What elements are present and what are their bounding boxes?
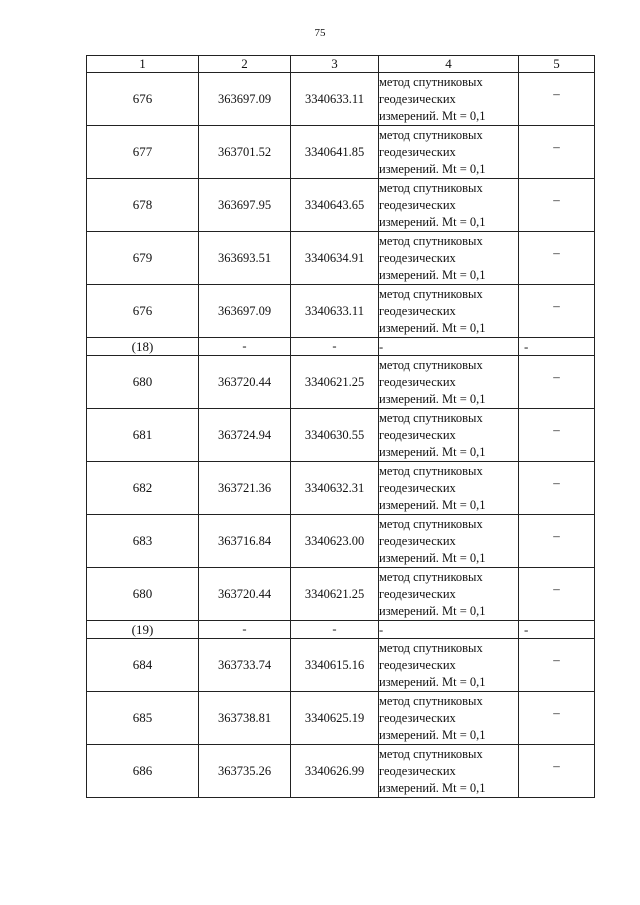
method-cell <box>379 73 519 126</box>
point-number-cell: 676 <box>87 285 199 338</box>
x-coordinate-cell: 363733.74 <box>199 639 291 692</box>
y-coordinate-cell: 3340621.25 <box>291 568 379 621</box>
method-cell <box>379 692 519 745</box>
point-number-cell: (18) <box>87 338 199 356</box>
note-cell <box>519 338 595 356</box>
point-number-cell: 684 <box>87 639 199 692</box>
method-line: метод спутниковых <box>379 693 483 708</box>
y-coordinate-cell: 3340634.91 <box>291 232 379 285</box>
method-cell <box>379 179 519 232</box>
x-coordinate-cell: 363735.26 <box>199 745 291 798</box>
point-number-cell: 682 <box>87 462 199 515</box>
table-row <box>87 692 595 745</box>
method-line: геодезических <box>379 763 456 778</box>
point-number-cell: 680 <box>87 356 199 409</box>
note-dash: – <box>553 475 560 490</box>
note-dash: - <box>524 338 529 354</box>
note-cell <box>519 692 595 745</box>
method-cell <box>379 126 519 179</box>
method-line: геодезических <box>379 657 456 672</box>
y-coordinate-cell: 3340625.19 <box>291 692 379 745</box>
table-row <box>87 179 595 232</box>
method-line: геодезических <box>379 91 456 106</box>
table-row <box>87 285 595 338</box>
method-line: измерений. Mt = 0,1 <box>379 497 486 512</box>
method-line: измерений. Mt = 0,1 <box>379 267 486 282</box>
note-dash: – <box>553 528 560 543</box>
method-line: геодезических <box>379 586 456 601</box>
note-cell <box>519 639 595 692</box>
method-line: метод спутниковых <box>379 127 483 142</box>
table-row <box>87 568 595 621</box>
method-line: измерений. Mt = 0,1 <box>379 320 486 335</box>
method-line: метод спутниковых <box>379 410 483 425</box>
note-dash: – <box>553 758 560 773</box>
note-dash: – <box>553 139 560 154</box>
table-row <box>87 745 595 798</box>
method-line: измерений. Mt = 0,1 <box>379 161 486 176</box>
table-row <box>87 73 595 126</box>
method-cell <box>379 639 519 692</box>
note-cell <box>519 515 595 568</box>
method-line: измерений. Mt = 0,1 <box>379 108 486 123</box>
y-coordinate-cell: 3340641.85 <box>291 126 379 179</box>
method-line: измерений. Mt = 0,1 <box>379 603 486 618</box>
method-cell <box>379 338 519 356</box>
method-line: геодезических <box>379 710 456 725</box>
note-dash: – <box>553 705 560 720</box>
column-header: 2 <box>199 56 291 73</box>
page-number: 75 <box>314 27 326 39</box>
x-coordinate-cell: 363724.94 <box>199 409 291 462</box>
note-cell <box>519 621 595 639</box>
x-coordinate-cell: 363716.84 <box>199 515 291 568</box>
method-line: геодезических <box>379 533 456 548</box>
method-cell <box>379 745 519 798</box>
note-cell <box>519 232 595 285</box>
method-line: метод спутниковых <box>379 516 483 531</box>
note-dash: – <box>553 298 560 313</box>
method-line: геодезических <box>379 303 456 318</box>
note-cell <box>519 462 595 515</box>
method-line: геодезических <box>379 250 456 265</box>
method-cell <box>379 515 519 568</box>
method-line: измерений. Mt = 0,1 <box>379 391 486 406</box>
x-coordinate-cell: 363720.44 <box>199 356 291 409</box>
y-coordinate-cell: 3340621.25 <box>291 356 379 409</box>
y-coordinate-cell: - <box>291 338 379 356</box>
table-row <box>87 409 595 462</box>
table-row <box>87 356 595 409</box>
note-cell <box>519 179 595 232</box>
column-header: 5 <box>519 56 595 73</box>
point-number-cell: 683 <box>87 515 199 568</box>
point-number-cell: 679 <box>87 232 199 285</box>
method-line: - <box>379 339 384 354</box>
point-number-cell: (19) <box>87 621 199 639</box>
method-line: метод спутниковых <box>379 357 483 372</box>
table-row <box>87 232 595 285</box>
x-coordinate-cell: 363721.36 <box>199 462 291 515</box>
x-coordinate-cell: - <box>199 621 291 639</box>
method-cell <box>379 285 519 338</box>
coordinates-table <box>86 55 595 798</box>
note-cell <box>519 285 595 338</box>
note-dash: – <box>553 369 560 384</box>
note-cell <box>519 568 595 621</box>
table-row <box>87 515 595 568</box>
column-header: 1 <box>87 56 199 73</box>
note-cell <box>519 126 595 179</box>
y-coordinate-cell: 3340632.31 <box>291 462 379 515</box>
point-number-cell: 681 <box>87 409 199 462</box>
y-coordinate-cell: 3340633.11 <box>291 73 379 126</box>
y-coordinate-cell: 3340623.00 <box>291 515 379 568</box>
method-line: измерений. Mt = 0,1 <box>379 550 486 565</box>
y-coordinate-cell: 3340630.55 <box>291 409 379 462</box>
method-line: метод спутниковых <box>379 180 483 195</box>
method-line: геодезических <box>379 144 456 159</box>
x-coordinate-cell: - <box>199 338 291 356</box>
x-coordinate-cell: 363720.44 <box>199 568 291 621</box>
method-line: метод спутниковых <box>379 286 483 301</box>
y-coordinate-cell: 3340615.16 <box>291 639 379 692</box>
table-header-row <box>87 56 595 73</box>
column-header: 3 <box>291 56 379 73</box>
table-row <box>87 639 595 692</box>
method-line: измерений. Mt = 0,1 <box>379 727 486 742</box>
method-line: измерений. Mt = 0,1 <box>379 674 486 689</box>
contour-separator-row <box>87 338 595 356</box>
method-line: метод спутниковых <box>379 463 483 478</box>
note-cell <box>519 409 595 462</box>
point-number-cell: 685 <box>87 692 199 745</box>
method-line: геодезических <box>379 197 456 212</box>
note-dash: – <box>553 581 560 596</box>
point-number-cell: 677 <box>87 126 199 179</box>
method-cell <box>379 621 519 639</box>
method-line: геодезических <box>379 480 456 495</box>
method-line: метод спутниковых <box>379 74 483 89</box>
method-cell <box>379 356 519 409</box>
method-cell <box>379 232 519 285</box>
table-row <box>87 462 595 515</box>
column-header: 4 <box>379 56 519 73</box>
method-cell <box>379 462 519 515</box>
x-coordinate-cell: 363701.52 <box>199 126 291 179</box>
method-line: измерений. Mt = 0,1 <box>379 780 486 795</box>
note-dash: – <box>553 192 560 207</box>
method-line: - <box>379 622 384 637</box>
y-coordinate-cell: 3340633.11 <box>291 285 379 338</box>
method-line: измерений. Mt = 0,1 <box>379 214 486 229</box>
note-cell <box>519 356 595 409</box>
method-line: метод спутниковых <box>379 233 483 248</box>
y-coordinate-cell: - <box>291 621 379 639</box>
x-coordinate-cell: 363697.09 <box>199 285 291 338</box>
method-cell <box>379 409 519 462</box>
note-dash: – <box>553 422 560 437</box>
table-body <box>87 73 595 798</box>
note-dash: - <box>524 621 529 637</box>
y-coordinate-cell: 3340643.65 <box>291 179 379 232</box>
method-line: метод спутниковых <box>379 640 483 655</box>
point-number-cell: 678 <box>87 179 199 232</box>
point-number-cell: 680 <box>87 568 199 621</box>
note-dash: – <box>553 245 560 260</box>
x-coordinate-cell: 363738.81 <box>199 692 291 745</box>
note-dash: – <box>553 652 560 667</box>
table-row <box>87 126 595 179</box>
note-dash: – <box>553 86 560 101</box>
method-line: метод спутниковых <box>379 746 483 761</box>
note-cell <box>519 745 595 798</box>
x-coordinate-cell: 363697.95 <box>199 179 291 232</box>
x-coordinate-cell: 363697.09 <box>199 73 291 126</box>
method-line: геодезических <box>379 374 456 389</box>
note-cell <box>519 73 595 126</box>
y-coordinate-cell: 3340626.99 <box>291 745 379 798</box>
point-number-cell: 686 <box>87 745 199 798</box>
method-line: геодезических <box>379 427 456 442</box>
method-line: метод спутниковых <box>379 569 483 584</box>
method-cell <box>379 568 519 621</box>
point-number-cell: 676 <box>87 73 199 126</box>
method-line: измерений. Mt = 0,1 <box>379 444 486 459</box>
x-coordinate-cell: 363693.51 <box>199 232 291 285</box>
contour-separator-row <box>87 621 595 639</box>
